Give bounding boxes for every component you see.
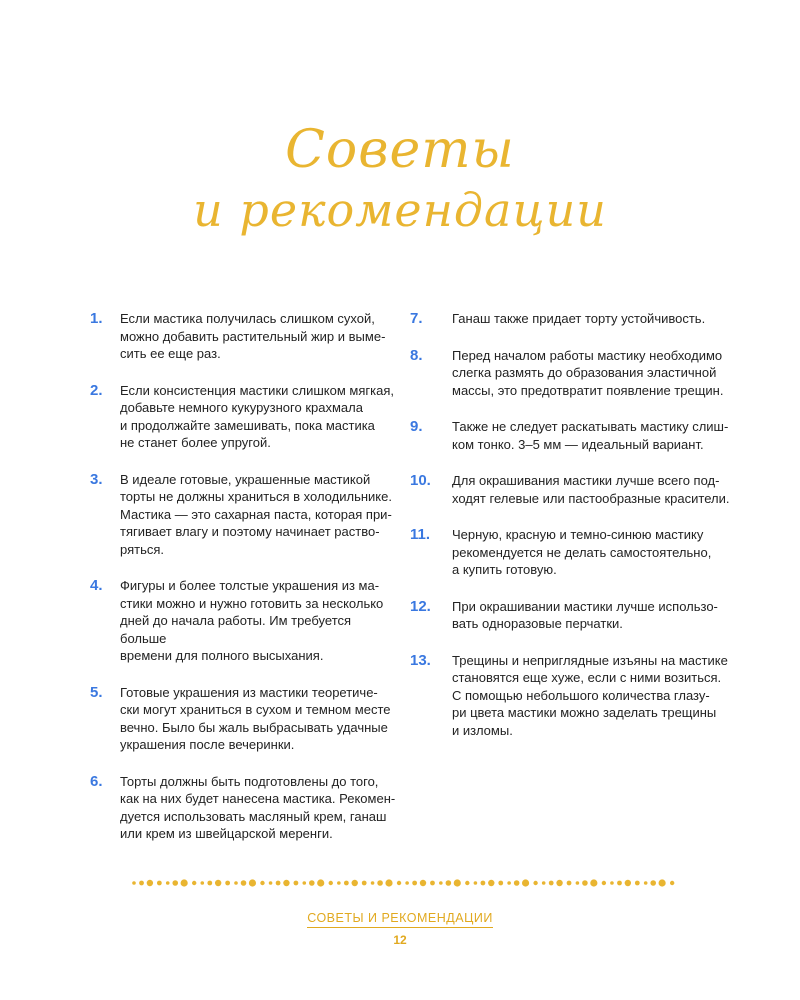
divider-dot <box>166 881 170 885</box>
divider-dot <box>317 879 324 886</box>
divider-dot <box>344 881 349 886</box>
divider-dot <box>405 881 409 885</box>
divider-dot <box>200 881 204 885</box>
tip-item <box>410 652 740 740</box>
divider-dot <box>172 880 178 886</box>
divider-dot <box>522 879 529 886</box>
divider-dot <box>635 881 640 886</box>
divider-dot <box>474 881 478 885</box>
dotted-divider <box>131 876 681 890</box>
divider-dot <box>215 880 221 886</box>
tip-number: 7. <box>410 310 423 327</box>
divider-dot <box>602 881 606 885</box>
divider-dot <box>192 881 196 885</box>
divider-dot <box>549 881 554 886</box>
divider-dot <box>241 880 247 886</box>
divider-dot <box>498 881 503 886</box>
divider-dot <box>147 880 153 886</box>
divider-dot <box>488 880 494 886</box>
divider-dot <box>465 881 469 885</box>
divider-dot <box>249 879 256 886</box>
tip-text: Готовые украшения из мастики теоретиче- ски могут храниться в сухом и темном месте вечно. Было бы жаль выбрасывать удачные украшения после вечеринки. <box>120 684 391 752</box>
divider-dot <box>481 881 486 886</box>
tip-item <box>90 382 400 452</box>
tips-column-right <box>410 310 740 739</box>
tip-item <box>410 347 740 400</box>
divider-dot <box>385 879 392 886</box>
tip-item <box>410 310 740 328</box>
divider-dot <box>397 881 401 885</box>
tip-text: Фигуры и более толстые украшения из ма- стики можно и нужно готовить за несколько дней до начала работы. Им требуется больше времени для полного высыхания. <box>120 578 384 663</box>
tip-item <box>90 310 400 363</box>
tip-number: 11. <box>410 526 431 543</box>
tip-item <box>90 773 400 843</box>
divider-dot <box>412 881 417 886</box>
tip-item <box>90 471 400 559</box>
page-number: 12 <box>393 933 407 947</box>
divider-dot <box>225 881 230 886</box>
divider-dot <box>352 880 358 886</box>
divider-dot <box>582 880 588 886</box>
divider-dot <box>590 879 597 886</box>
divider-dot <box>283 880 289 886</box>
divider-dot <box>514 880 520 886</box>
tip-text: Для окрашивания мастики лучше всего под- ходят гелевые или пастообразные красители. <box>452 473 730 506</box>
divider-dot <box>650 880 656 886</box>
tip-number: 13. <box>410 651 431 669</box>
divider-dot <box>132 881 136 885</box>
tip-number: 8. <box>410 346 423 364</box>
tip-text: При окрашивании мастики лучше использо- вать одноразовые перчатки. <box>452 598 718 631</box>
tip-number: 2. <box>90 381 103 399</box>
tip-text: Черную, красную и темно-синюю мастику рекомендуется не делать самостоятельно, а купить готовую. <box>452 527 712 577</box>
page-title-line-2: и рекомендации <box>193 183 607 237</box>
divider-dot <box>617 881 622 886</box>
tip-text: Если мастика получилась слишком сухой, можно добавить растительный жир и выме- сить ее еще раз. <box>120 311 386 361</box>
divider-dot <box>576 881 580 885</box>
divider-dot <box>260 881 264 885</box>
divider-dot <box>157 881 162 886</box>
tip-item <box>410 418 740 453</box>
divider-dot <box>234 881 238 885</box>
tip-text: Торты должны быть подготовлены до того, как на них будет нанесена мастика. Рекомен- дуется использовать масляный крем, ганаш или крем из швейцарской меренги. <box>120 773 396 841</box>
tip-number: 10. <box>410 472 431 489</box>
divider-dot <box>446 880 452 886</box>
divider-dot <box>309 880 315 886</box>
divider-dot <box>659 879 666 886</box>
tip-text: Трещины и неприглядные изъяны на мастике становятся еще хуже, если с ними возиться. С помощью небольшого количества глазу- ри цвета мастики можно заделать трещины и изломы. <box>452 652 728 738</box>
divider-dot <box>567 881 572 886</box>
divider-dot <box>533 881 537 885</box>
section-label: СОВЕТЫ И РЕКОМЕНДАЦИИ <box>307 911 493 928</box>
divider-dot <box>377 880 383 886</box>
divider-dot <box>644 881 648 885</box>
tip-number: 3. <box>90 470 103 488</box>
divider-dot <box>139 881 144 886</box>
divider-dot <box>625 880 631 886</box>
divider-dot <box>670 881 674 885</box>
divider-dot <box>269 881 273 885</box>
divider-dot <box>439 881 443 885</box>
divider-dot <box>430 881 435 886</box>
divider-dot <box>276 881 281 886</box>
tip-text: В идеале готовые, украшенные мастикой торты не должны храниться в холодильнике. Мастика — это сахарная паста, которая при- тягивает влагу и поэтому начинает раство- ряться. <box>120 471 392 557</box>
running-footer-section <box>0 910 800 926</box>
tip-number: 1. <box>90 310 103 327</box>
divider-dot <box>181 879 188 886</box>
divider-dot <box>329 881 333 885</box>
divider-dot <box>207 881 212 886</box>
tip-text: Ганаш также придает торту устойчивость. <box>452 311 706 326</box>
tip-item <box>90 684 400 754</box>
tip-text: Перед началом работы мастику необходимо слегка размять до образования эластичной массы, это предотвратит появление трещин. <box>452 347 724 398</box>
tip-text: Также не следует раскатывать мастику слиш- ком тонко. 3–5 мм — идеальный вариант. <box>452 419 729 452</box>
divider-dot <box>610 881 614 885</box>
divider-dot <box>507 881 511 885</box>
tip-item <box>410 598 740 633</box>
divider-dot <box>542 881 546 885</box>
page-title-line-1: Советы <box>285 120 515 180</box>
tip-item <box>410 472 740 507</box>
tip-number: 5. <box>90 683 103 701</box>
divider-dot <box>556 880 562 886</box>
tip-number: 6. <box>90 772 103 790</box>
divider-dot <box>362 881 367 886</box>
tip-number: 4. <box>90 577 103 594</box>
tips-column-left <box>90 310 400 843</box>
tip-item <box>410 526 740 579</box>
tip-number: 9. <box>410 418 423 435</box>
divider-dot <box>454 879 461 886</box>
tip-item <box>90 577 400 665</box>
divider-dot <box>294 881 299 886</box>
divider-dot <box>420 880 426 886</box>
divider-dot <box>371 881 375 885</box>
divider-dot <box>337 881 341 885</box>
tip-number: 12. <box>410 597 431 615</box>
divider-dot <box>302 881 306 885</box>
tip-text: Если консистенция мастики слишком мягкая, добавьте немного кукурузного крахмала и продолжайте замешивать, пока мастика не станет более упругой. <box>120 382 394 450</box>
